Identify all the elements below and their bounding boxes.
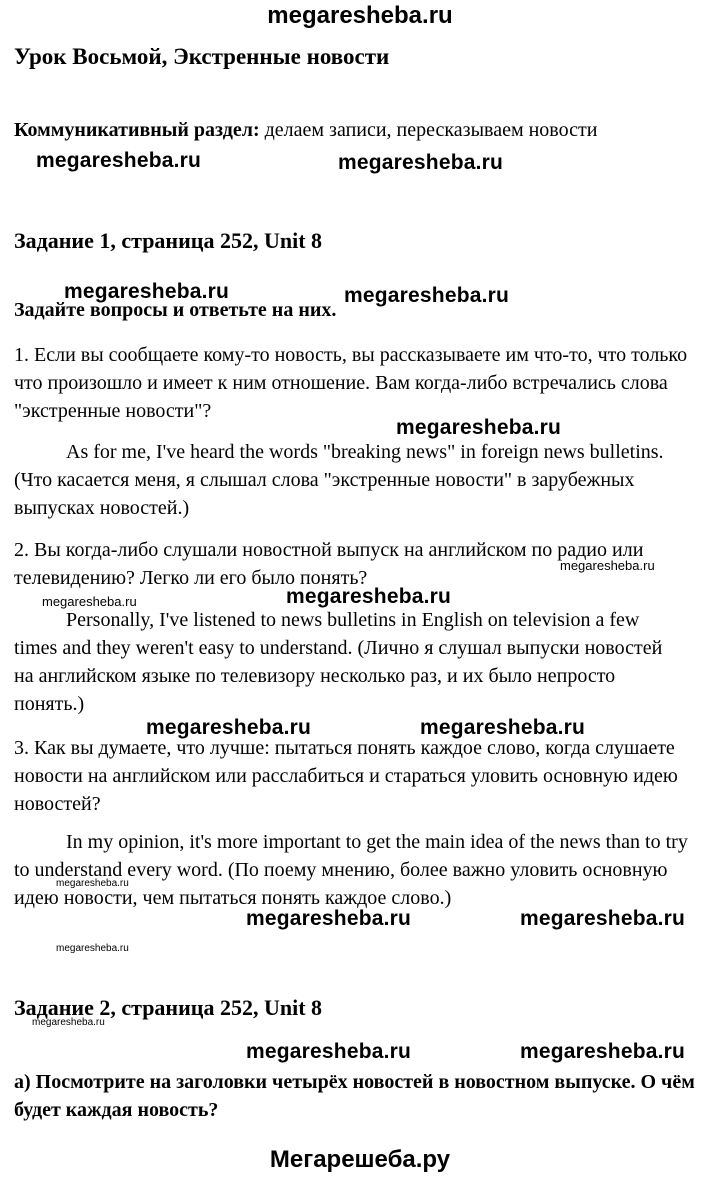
task1-instruction: Задайте вопросы и ответьте на них. <box>14 299 337 321</box>
answer-2: Personally, I've listened to news bulletins in English on television a few times and they weren't easy to understand. (Лично я слушал выпуски новостей на английском языке по телевизору несколько раз, и их было непросто понять.) <box>14 609 663 715</box>
watermark: megaresheba.ru <box>36 149 202 172</box>
communicative-label: Коммуникативный раздел: <box>14 119 260 141</box>
communicative-line <box>14 116 597 144</box>
task2-instruction: а) Посмотрите на заголовки четырёх новостей в новостном выпуске. О чём будет каждая новость? <box>14 1071 695 1121</box>
watermark: megaresheba.ru <box>146 716 312 739</box>
watermark: megaresheba.ru <box>286 585 452 608</box>
answer-3: In my opinion, it's more important to get the main idea of the news than to try to understand every word. (По поему мнению, более важно уловить основную идею новости, чем пытаться понять каждое слово.) <box>14 831 688 909</box>
watermark: megaresheba.ru <box>56 943 129 954</box>
lesson-title: Урок Восьмой, Экстренные новости <box>14 44 390 69</box>
watermark: megaresheba.ru <box>246 1040 412 1063</box>
watermark: megaresheba.ru <box>32 1017 105 1028</box>
answer-1: As for me, I've heard the words "breaking news" in foreign news bulletins. (Что касается меня, я слышал слова "экстренные новости" в зарубежных выпусках новостей.) <box>14 441 664 519</box>
task2-heading: Задание 2, страница 252, Unit 8 <box>14 995 323 1020</box>
question-2: 2. Вы когда-либо слушали новостной выпуск на английском по радио или телевидению? Легко ли его было понять? <box>14 539 644 589</box>
watermark: megaresheba.ru <box>520 907 686 930</box>
watermark: megaresheba.ru <box>64 280 230 303</box>
watermark: megaresheba.ru <box>420 716 586 739</box>
header-site: megaresheba.ru <box>267 2 453 29</box>
task1-heading: Задание 1, страница 252, Unit 8 <box>14 228 323 253</box>
watermark: megaresheba.ru <box>396 416 562 439</box>
watermark: megaresheba.ru <box>520 1040 686 1063</box>
footer-site: Мегарешеба.ру <box>269 1146 451 1173</box>
watermark: megaresheba.ru <box>560 558 655 573</box>
watermark: megaresheba.ru <box>56 878 129 889</box>
question-1: 1. Если вы сообщаете кому-то новость, вы рассказываете им что-то, что только что произошло и имеет к ним отношение. Вам когда-либо встречались слова "экстренные новости"? <box>14 344 688 422</box>
question-3: 3. Как вы думаете, что лучше: пытаться понять каждое слово, когда слушаете новости на английском или расслабиться и стараться уловить основную идею новостей? <box>14 737 678 815</box>
watermark: megaresheba.ru <box>344 284 510 307</box>
communicative-text: делаем записи, пересказываем новости <box>259 119 598 141</box>
watermark: megaresheba.ru <box>246 907 412 930</box>
watermark: megaresheba.ru <box>338 151 504 174</box>
watermark: megaresheba.ru <box>42 594 137 609</box>
